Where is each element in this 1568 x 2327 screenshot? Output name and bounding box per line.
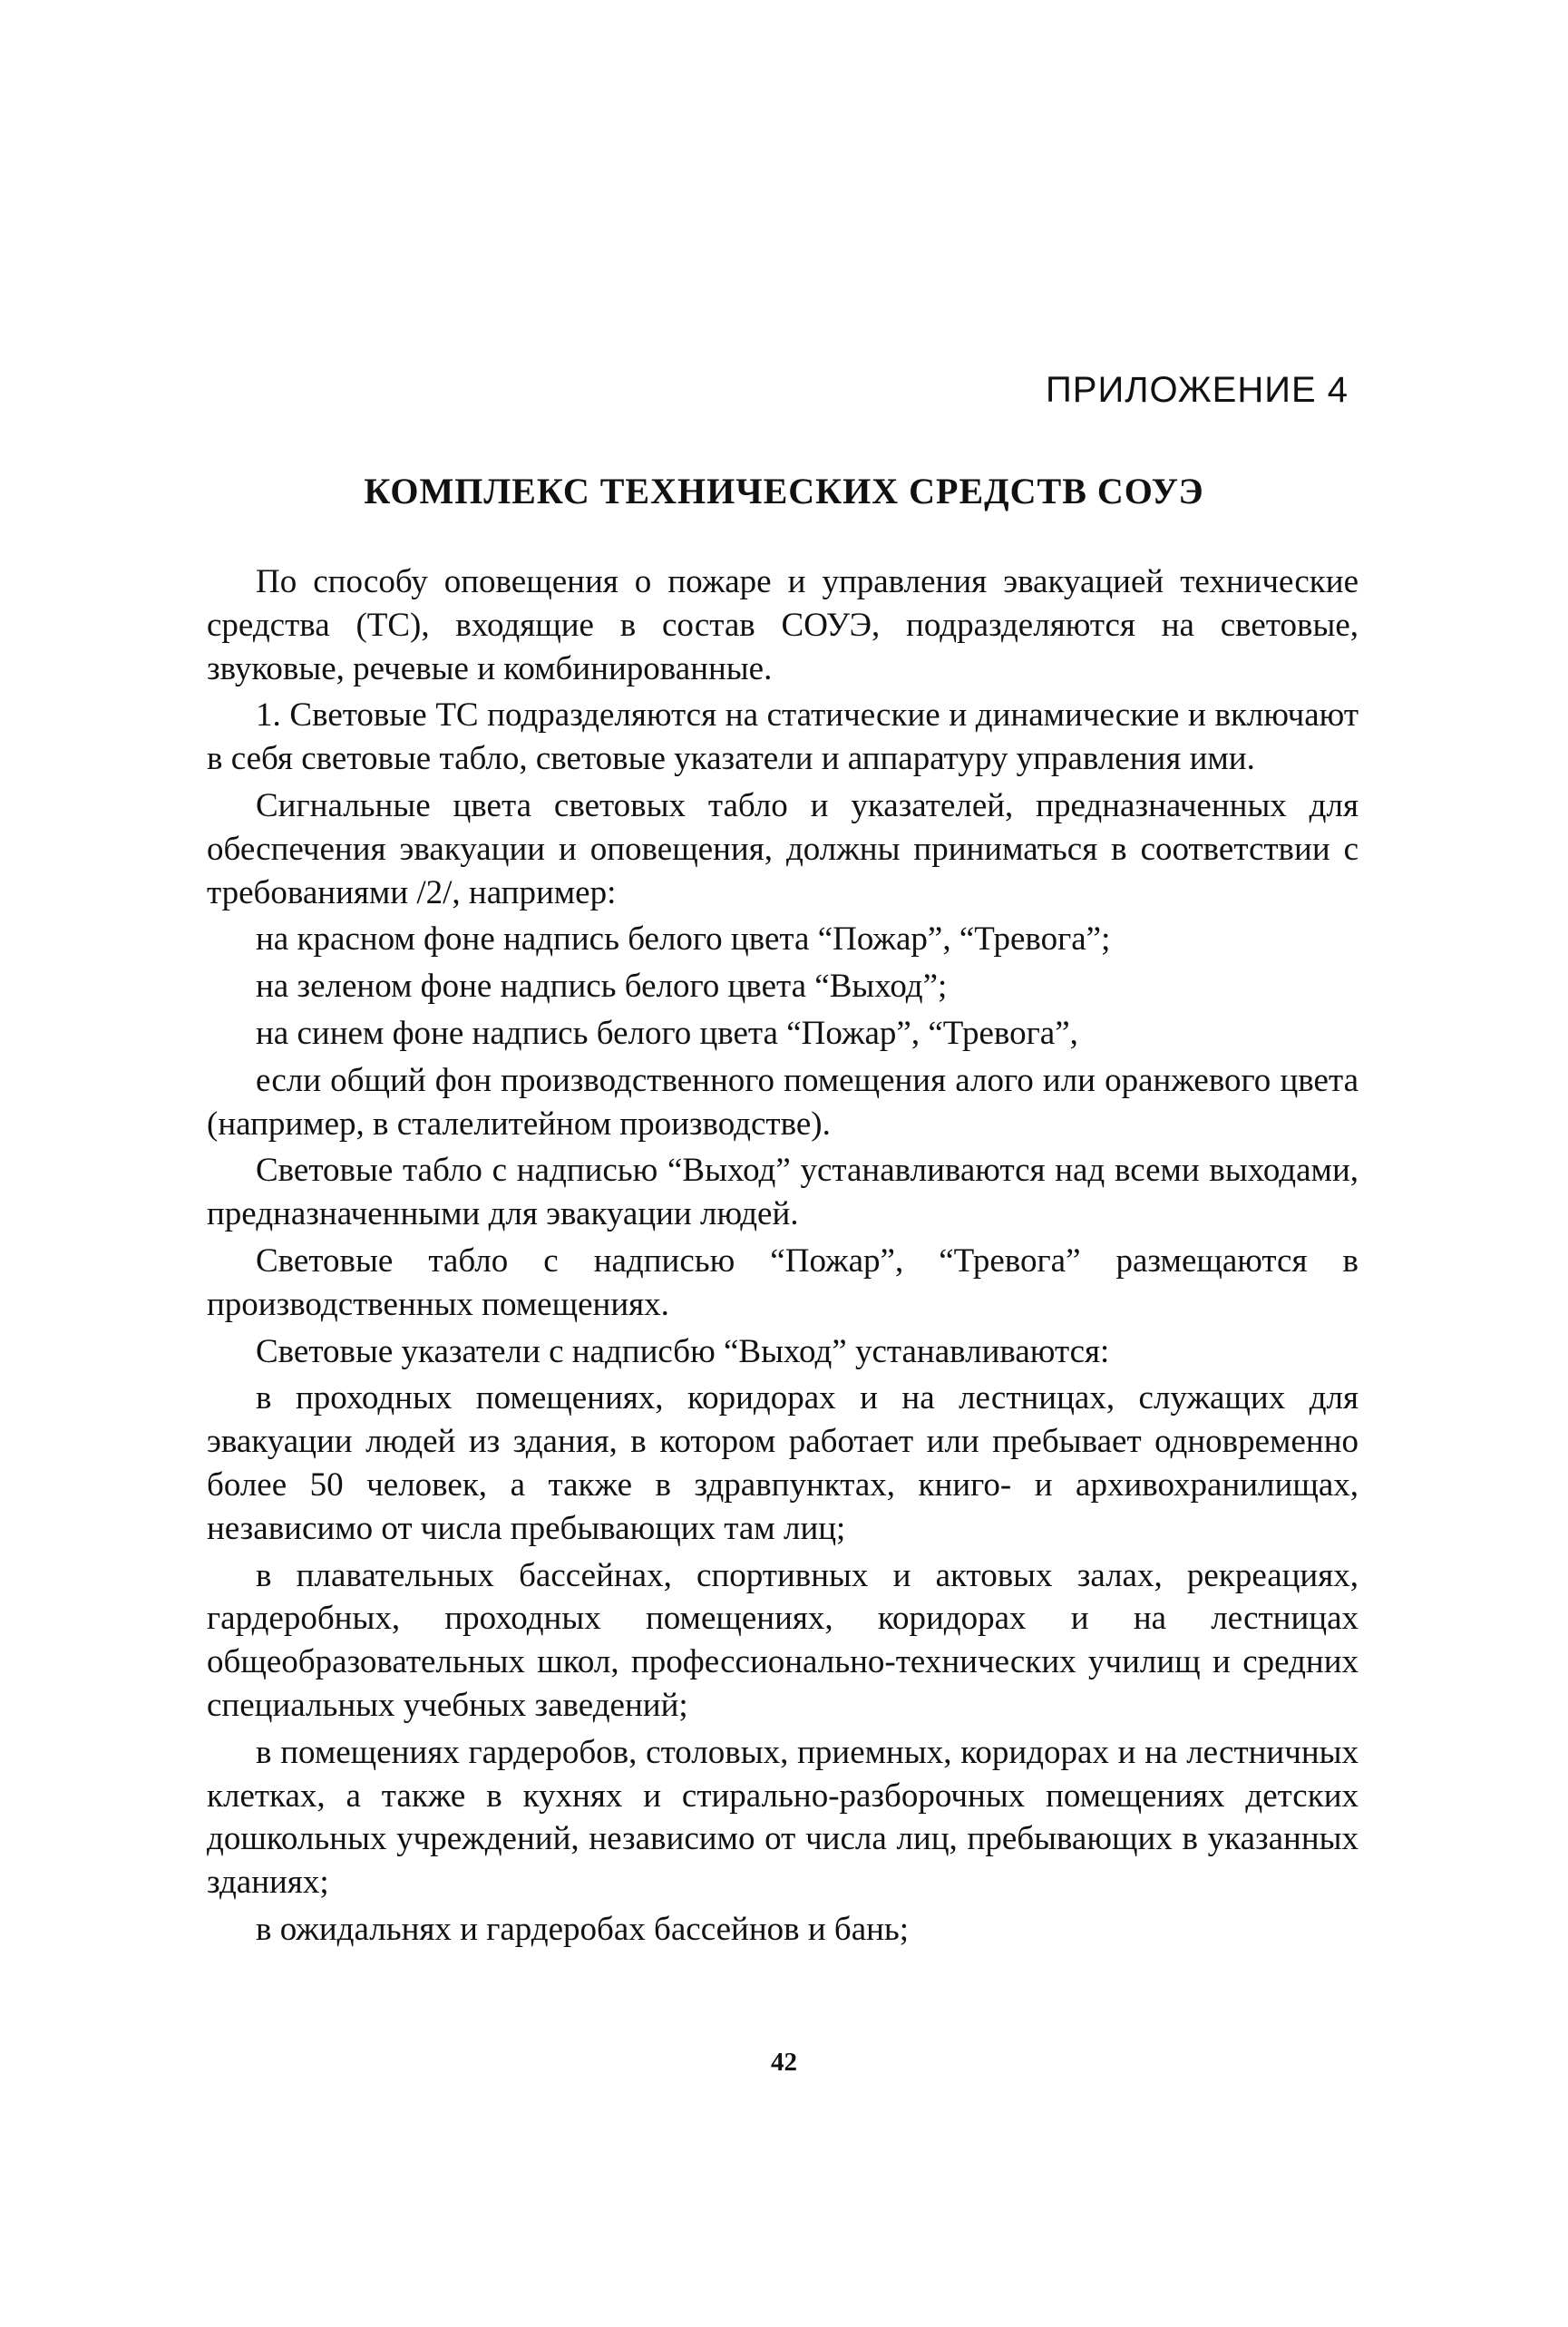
paragraph: на зеленом фоне надпись белого цвета “Выход”;	[256, 968, 948, 1006]
paragraph: если общий фон производственного помещения алого или оранжевого цвета (например, в сталелитейном производстве).	[207, 1061, 1359, 1143]
document-title: КОМПЛЕКС ТЕХНИЧЕСКИХ СРЕДСТВ СОУЭ	[364, 471, 1204, 511]
paragraph: 1. Световые ТС подразделяются на статические и динамические и включают в себя световые табло, световые указатели и аппаратуру управления ими.	[207, 696, 1359, 778]
appendix-label: ПРИЛОЖЕНИЕ 4	[1046, 370, 1349, 410]
paragraph: Световые указатели с надписбю “Выход” устанавливаются:	[256, 1332, 1110, 1370]
paragraph: в помещениях гардеробов, столовых, приемных, коридорах и на лестничных клетках, а также в кухнях и стирально-разборочных помещениях детских дошкольных учреждений, независимо от числа лиц, пребывающих в указанных зданиях;	[207, 1733, 1359, 1902]
page-number: 42	[771, 2048, 797, 2077]
paragraph: в ожидальнях и гардеробах бассейнов и бань;	[256, 1910, 910, 1948]
document-body	[207, 560, 1359, 1955]
paragraph: Световые табло с надписью “Пожар”, “Тревога” размещаются в производственных помещениях.	[207, 1241, 1359, 1323]
paragraph: в проходных помещениях, коридорах и на лестницах, служащих для эвакуации людей из здания, в котором работает или пребывает одновременно более 50 человек, а также в здравпунктах, книго- и архивохранилищах, независимо от числа пребывающих там лиц;	[207, 1379, 1359, 1547]
paragraph: Световые табло с надписью “Выход” устанавливаются над всеми выходами, предназначенными для эвакуации людей.	[207, 1152, 1359, 1233]
paragraph: По способу оповещения о пожаре и управления эвакуацией технические средства (ТС), входящие в состав СОУЭ, подразделяются на световые, звуковые, речевые и комбинированные.	[207, 563, 1359, 687]
paragraph: Сигнальные цвета световых табло и указателей, предназначенных для обеспечения эвакуации и оповещения, должны приниматься в соответствии с требованиями /2/, например:	[207, 786, 1359, 911]
paragraph: на красном фоне надпись белого цвета “Пожар”, “Тревога”;	[256, 920, 1111, 959]
paragraph: в плавательных бассейнах, спортивных и актовых залах, рекреациях, гардеробных, проходных помещениях, коридорах и на лестницах общеобразовательных школ, профессионально-технических училищ и средних специальных учебных заведений;	[207, 1556, 1359, 1724]
paragraph: на синем фоне надпись белого цвета “Пожар”, “Тревога”,	[256, 1014, 1078, 1052]
